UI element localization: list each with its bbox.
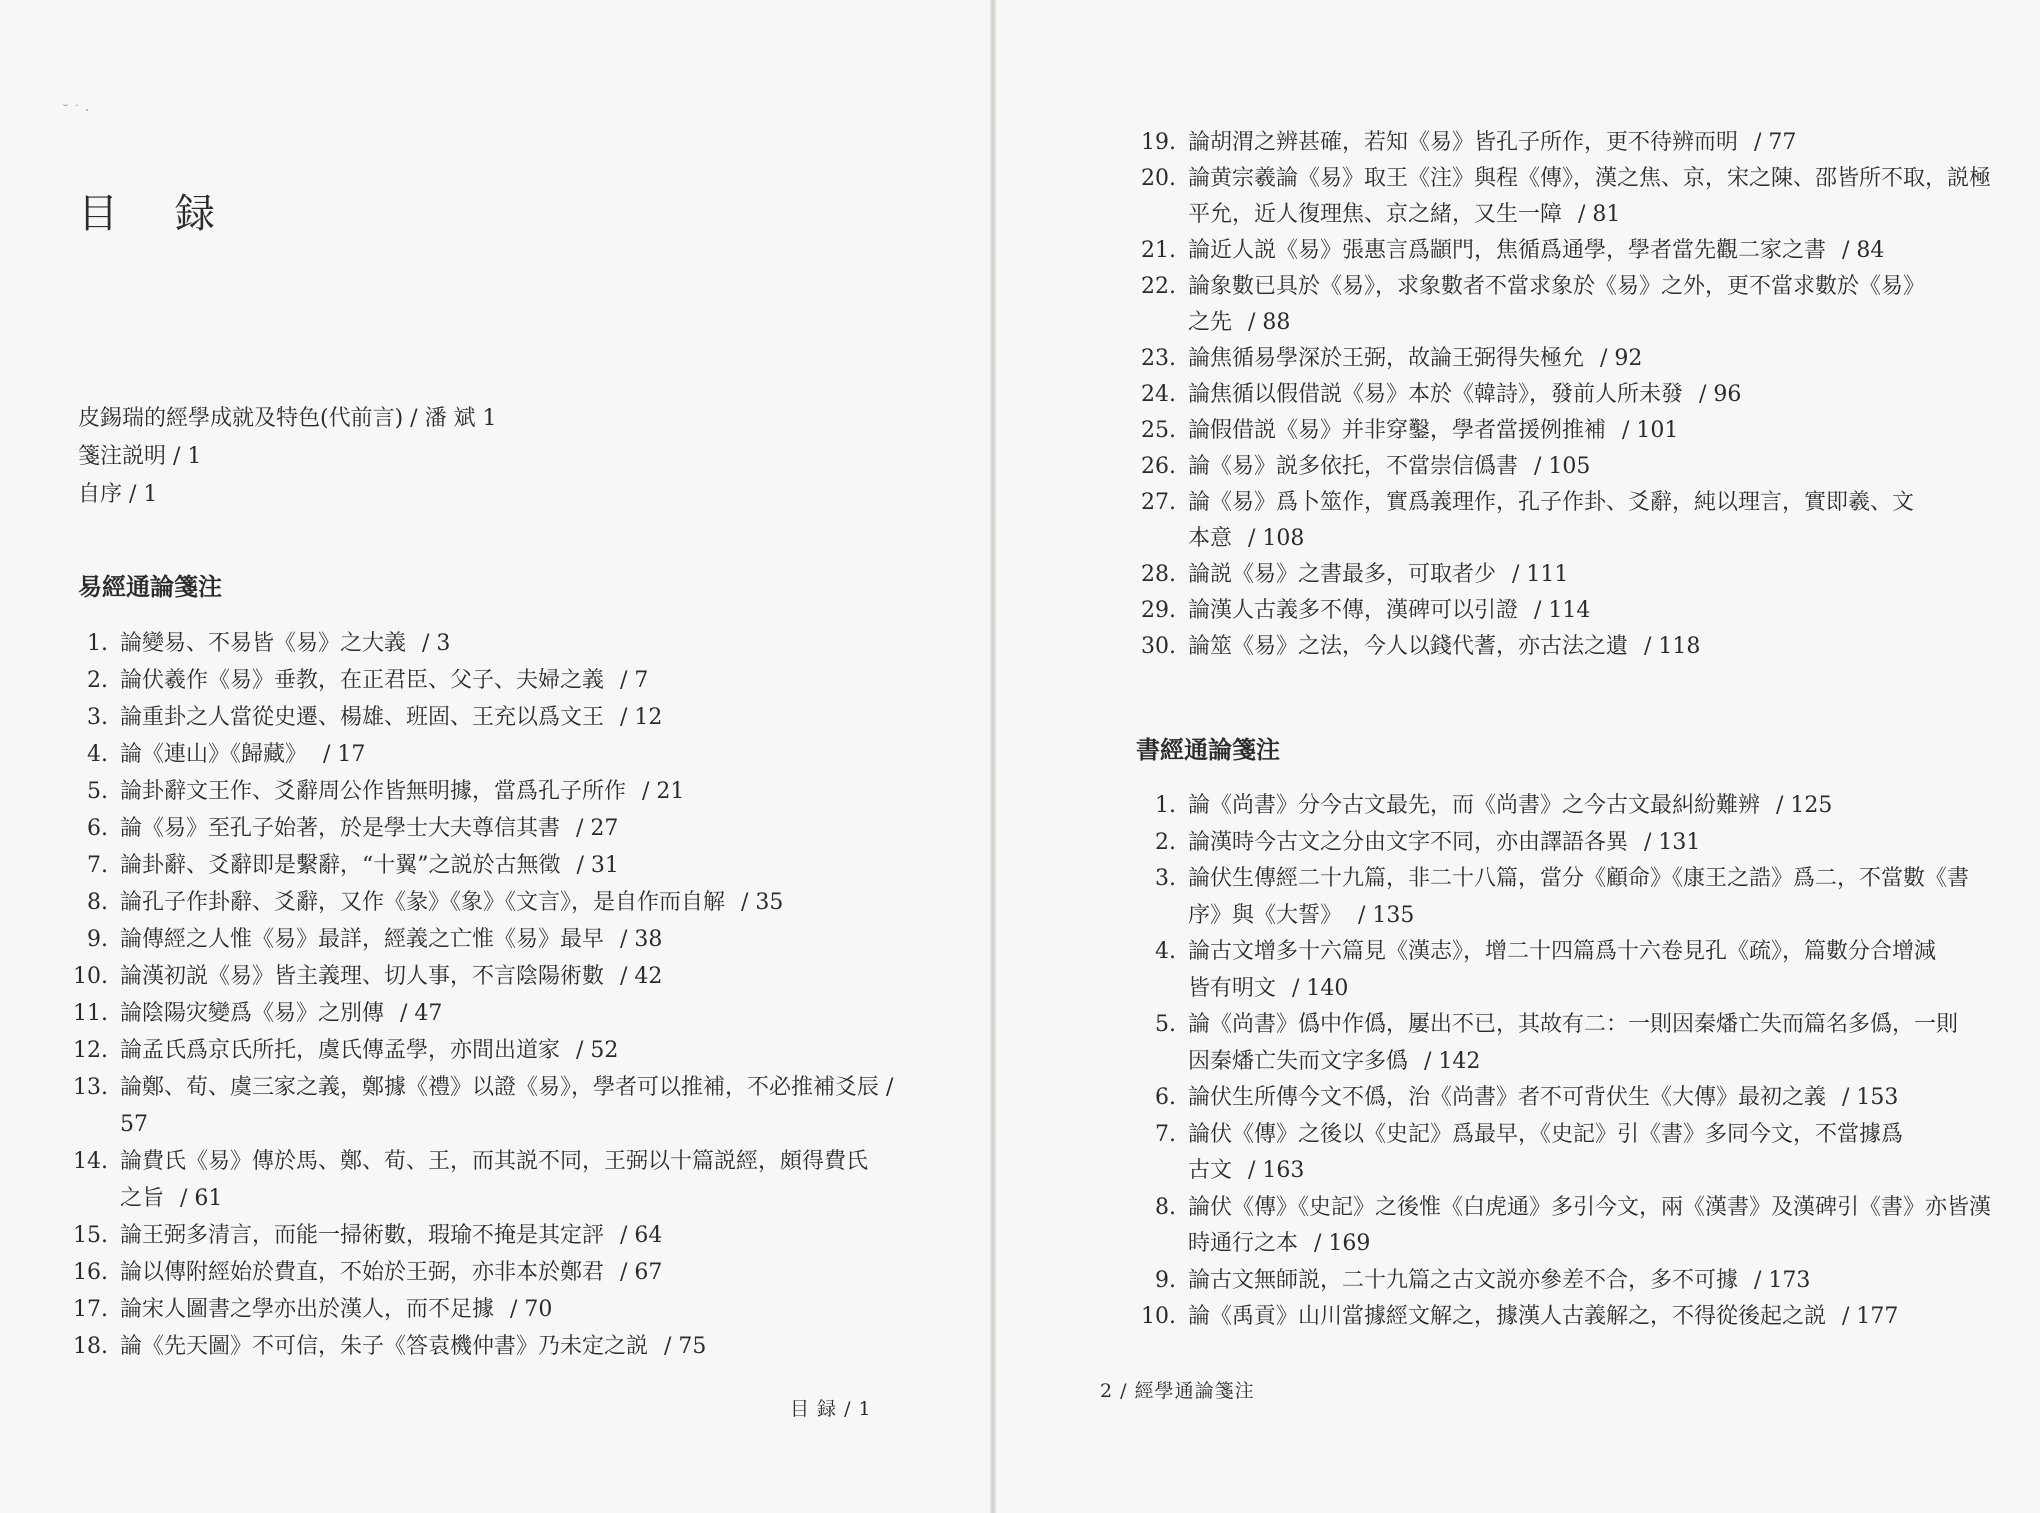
- toc-entry: [1132, 125, 1992, 161]
- page-title: 目 録: [78, 191, 237, 237]
- front-matter-item-preface: 皮錫瑞的經學成就及特色(代前言) / 潘 斌 1: [78, 406, 497, 431]
- front-matter-item-author-preface: 自序 / 1: [78, 482, 158, 507]
- toc-entry-text: [120, 884, 964, 921]
- toc-entry-line: 論假借説《易》并非穿鑿，學者當援例推補 / 101: [1188, 418, 1679, 443]
- toc-entry-line: 論伏《傳》《史記》之後惟《白虎通》多引今文，兩《漢書》及漢碑引《書》亦皆漢: [1188, 1194, 1992, 1220]
- toc-entry-line: 之先 / 88: [1188, 310, 1291, 335]
- toc-entry-text: [1188, 449, 1992, 485]
- footer-right-page: 2 / 經學通論箋注: [1100, 1380, 1255, 1402]
- toc-entry-number: 22.: [1141, 274, 1176, 299]
- toc-entry: [64, 995, 964, 1032]
- toc-entry-number: 7.: [1155, 1121, 1176, 1147]
- toc-entry-text: [120, 1217, 964, 1254]
- toc-entry-text: [1188, 1080, 2012, 1117]
- toc-entry-number: 19.: [1141, 130, 1176, 155]
- toc-entry-page: / 61: [180, 1186, 223, 1211]
- toc-entry-text: [1188, 377, 1992, 413]
- toc-entry-page: / 111: [1512, 562, 1569, 587]
- toc-entry-number: 29.: [1141, 598, 1176, 623]
- toc-entry-line: 論胡渭之辨甚確，若知《易》皆孔子所作，更不待辨而明 / 77: [1188, 130, 1797, 155]
- toc-entry: [1132, 1263, 2012, 1300]
- toc-entry-number: 8.: [87, 890, 108, 915]
- toc-entry-number: 4.: [1155, 939, 1176, 964]
- toc-entry-text: [1188, 269, 1992, 341]
- toc-entry: [64, 1254, 964, 1291]
- toc-entry-number: 6.: [1155, 1085, 1176, 1110]
- toc-entry-page: / 42: [620, 964, 663, 989]
- toc-list-yijing: [64, 625, 964, 1365]
- toc-entry-number: 27.: [1141, 490, 1176, 515]
- toc-entry-line: 論《尚書》僞中作僞，屢出不已，其故有二：一則因秦燔亡失而篇名多僞，一則: [1188, 1012, 1959, 1037]
- toc-entry-text: [120, 1143, 964, 1217]
- toc-entry-page: / 177: [1842, 1304, 1899, 1329]
- toc-entry: [64, 1328, 964, 1365]
- toc-entry: [1132, 341, 1992, 377]
- toc-entry-number: 28.: [1141, 562, 1176, 587]
- toc-entry: [1132, 449, 1992, 485]
- toc-entry: [1132, 269, 1992, 341]
- toc-entry-page: / 67: [620, 1260, 663, 1285]
- front-matter: [78, 400, 497, 514]
- toc-entry-text: [120, 1254, 964, 1291]
- toc-entry-text: [1188, 861, 2012, 934]
- toc-entry-line: 論重卦之人當從史遷、楊雄、班固、王充以爲文王 / 12: [120, 705, 663, 730]
- toc-entry: [64, 1032, 964, 1069]
- toc-entry-line: 論《禹貢》山川當據經文解之，據漢人古義解之，不得從後起之説 / 177: [1188, 1304, 1899, 1329]
- toc-entry: [64, 921, 964, 958]
- toc-entry-text: [120, 625, 964, 662]
- toc-entry-line: 論王弼多清言，而能一掃術數，瑕瑜不掩是其定評 / 64: [120, 1223, 663, 1248]
- toc-entry: [1132, 485, 1992, 557]
- toc-entry-page: / 64: [620, 1223, 663, 1248]
- toc-entry-line: 論伏生所傳今文不僞，治《尚書》者不可背伏生《大傳》最初之義 / 153: [1188, 1085, 1899, 1110]
- toc-entry-page: / 92: [1600, 346, 1643, 371]
- toc-entry: [64, 736, 964, 773]
- toc-entry: [64, 1291, 964, 1328]
- toc-entry-line: 序》與《大誓》 / 135: [1188, 902, 1415, 928]
- toc-entry-line: 論象數已具於《易》，求象數者不當求象於《易》之外，更不當求數於《易》: [1188, 274, 1926, 299]
- toc-entry-number: 20.: [1141, 166, 1176, 191]
- toc-entry-text: [1188, 233, 1992, 269]
- toc-entry: [1132, 825, 2012, 862]
- toc-entry-line: 論《連山》《歸藏》 / 17: [120, 742, 366, 767]
- toc-entry-line: 論漢時今古文之分由文字不同，亦由譯語各異 / 131: [1188, 829, 1701, 855]
- toc-entry-number: 25.: [1141, 418, 1176, 443]
- toc-entry-line: 論陰陽灾變爲《易》之別傳 / 47: [120, 1001, 443, 1026]
- toc-entry-page: / 169: [1314, 1231, 1371, 1256]
- toc-entry: [1132, 593, 1992, 629]
- toc-entry-line: 論卦辭文王作、爻辭周公作皆無明據，當爲孔子所作 / 21: [120, 779, 685, 804]
- toc-entry: [64, 847, 964, 884]
- toc-entry: [1132, 1299, 2012, 1336]
- toc-entry-page: / 125: [1776, 793, 1833, 818]
- toc-entry-number: 2.: [1155, 829, 1176, 855]
- toc-entry-page: / 118: [1644, 634, 1701, 659]
- toc-entry-page: / 77: [1754, 130, 1797, 155]
- toc-entry-line: 論説《易》之書最多，可取者少 / 111: [1188, 562, 1569, 587]
- toc-entry-text: [1188, 1190, 2012, 1263]
- toc-entry-text: [1188, 593, 1992, 629]
- toc-entry-text: [1188, 161, 1992, 233]
- toc-entry: [64, 810, 964, 847]
- toc-entry-line: 論費氏《易》傳於馬、鄭、荀、王，而其説不同，王弼以十篇説經，頗得費氏: [120, 1149, 869, 1174]
- toc-entry-number: 13.: [73, 1075, 108, 1100]
- toc-entry-text: [120, 810, 964, 847]
- toc-entry-number: 1.: [1155, 793, 1176, 818]
- toc-list-shujing: [1132, 788, 2012, 1336]
- toc-entry-text: [1188, 1117, 2012, 1190]
- toc-entry-number: 23.: [1141, 346, 1176, 371]
- toc-entry-number: 5.: [87, 779, 108, 804]
- toc-entry-page: / 173: [1754, 1267, 1811, 1293]
- toc-entry-text: [120, 921, 964, 958]
- toc-entry-line: 論《尚書》分今古文最先，而《尚書》之今古文最糾紛難辨 / 125: [1188, 793, 1833, 818]
- toc-entry: [1132, 629, 1992, 665]
- toc-entry: [1132, 557, 1992, 593]
- toc-entry-number: 30.: [1141, 634, 1176, 659]
- toc-entry-number: 21.: [1141, 238, 1176, 263]
- toc-entry-page: / 140: [1292, 975, 1349, 1001]
- toc-entry-line: 論卦辭、爻辭即是繫辭，“十翼”之説於古無徵 / 31: [120, 853, 619, 878]
- toc-entry-page: / 81: [1578, 202, 1621, 227]
- footer-left-page: 目 録 / 1: [790, 1398, 872, 1420]
- toc-entry-line: 論筮《易》之法，今人以錢代蓍，亦古法之遺 / 118: [1188, 634, 1701, 659]
- toc-entry-line: 論古文無師説，二十九篇之古文説亦參差不合，多不可據 / 173: [1188, 1267, 1811, 1293]
- toc-entry-line: 皆有明文 / 140: [1188, 975, 1349, 1001]
- toc-entry: [64, 1143, 964, 1217]
- toc-entry-number: 5.: [1155, 1012, 1176, 1037]
- toc-entry-line: 本意 / 108: [1188, 526, 1305, 551]
- toc-entry-line: 因秦燔亡失而文字多僞 / 142: [1188, 1048, 1481, 1074]
- toc-entry: [1132, 1117, 2012, 1190]
- toc-entry-text: [1188, 1263, 2012, 1300]
- toc-entry-number: 8.: [1155, 1194, 1176, 1220]
- toc-entry: [64, 958, 964, 995]
- toc-entry: [1132, 413, 1992, 449]
- toc-entry: [64, 773, 964, 810]
- toc-entry-page: / 105: [1534, 454, 1591, 479]
- toc-entry-number: 3.: [87, 705, 108, 730]
- toc-entry-page: / 142: [1424, 1048, 1481, 1074]
- toc-entry-text: [1188, 557, 1992, 593]
- toc-entry-page: / 131: [1644, 829, 1701, 855]
- toc-entry-line: 論漢人古義多不傳，漢碑可以引證 / 114: [1188, 598, 1591, 623]
- toc-entry-number: 1.: [87, 631, 108, 656]
- toc-entry-line: 時通行之本 / 169: [1188, 1231, 1371, 1256]
- toc-entry: [1132, 1190, 2012, 1263]
- toc-entry-line: 論黄宗羲論《易》取王《注》與程《傳》，漢之焦、京，宋之陳、邵皆所不取，説極: [1188, 166, 1992, 191]
- toc-entry: [1132, 1080, 2012, 1117]
- toc-entry-page: / 101: [1622, 418, 1679, 443]
- toc-entry-number: 4.: [87, 742, 108, 767]
- toc-entry: [64, 625, 964, 662]
- toc-entry-page: / 21: [642, 779, 685, 804]
- toc-entry-page: 57: [120, 1112, 148, 1137]
- toc-entry-line: 論伏生傳經二十九篇，非二十八篇，當分《顧命》《康王之誥》爲二，不當數《書: [1188, 866, 1970, 891]
- toc-entry-page: / 88: [1248, 310, 1291, 335]
- toc-entry-page: / 75: [664, 1334, 707, 1359]
- toc-entry-line: 論焦循易學深於王弼，故論王弼得失極允 / 92: [1188, 346, 1643, 371]
- toc-entry-line: 論孟氏爲京氏所托，虞氏傳孟學，亦間出道家 / 52: [120, 1038, 619, 1063]
- toc-entry-page: / 35: [741, 890, 784, 915]
- toc-entry: [64, 884, 964, 921]
- toc-entry-text: [120, 995, 964, 1032]
- toc-entry-text: [1188, 629, 1992, 665]
- section-title-shujing: 書經通論箋注: [1136, 735, 1280, 764]
- toc-entry-line: 論《先天圖》不可信，朱子《答袁機仲書》乃未定之説 / 75: [120, 1334, 707, 1359]
- toc-entry-line: 之旨 / 61: [120, 1186, 223, 1211]
- front-matter-item-notes: 箋注説明 / 1: [78, 444, 202, 469]
- toc-entry-number: 15.: [73, 1223, 108, 1248]
- toc-entry: [1132, 161, 1992, 233]
- toc-entry-text: [1188, 413, 1992, 449]
- toc-entry-line: 古文 / 163: [1188, 1158, 1305, 1183]
- toc-entry-line: 論孔子作卦辭、爻辭，又作《彖》《象》《文言》，是自作而自解 / 35: [120, 890, 784, 915]
- toc-entry-line: 論《易》爲卜筮作，實爲義理作，孔子作卦、爻辭，純以理言，實即羲、文: [1188, 490, 1915, 515]
- toc-entry-number: 26.: [1141, 454, 1176, 479]
- toc-entry-text: [120, 662, 964, 699]
- toc-entry-text: [120, 773, 964, 810]
- toc-entry-text: [1188, 1007, 2012, 1080]
- toc-entry-number: 6.: [87, 816, 108, 841]
- toc-entry-number: 17.: [73, 1297, 108, 1322]
- toc-entry-text: [120, 1069, 964, 1143]
- toc-entry: [1132, 233, 1992, 269]
- toc-entry: [1132, 934, 2012, 1007]
- toc-entry-number: 7.: [87, 853, 108, 878]
- toc-entry-text: [120, 1291, 964, 1328]
- toc-entry-number: 9.: [87, 927, 108, 952]
- toc-entry-text: [120, 1328, 964, 1365]
- toc-entry-line: 論漢初説《易》皆主義理、切人事，不言陰陽術數 / 42: [120, 964, 663, 989]
- toc-entry-number: 10.: [73, 964, 108, 989]
- toc-entry-number: 24.: [1141, 382, 1176, 407]
- toc-entry-page: / 135: [1358, 902, 1415, 928]
- toc-entry-number: 14.: [73, 1149, 108, 1174]
- toc-list-yijing-continued: [1132, 125, 1992, 665]
- toc-entry: [64, 1217, 964, 1254]
- toc-entry: [64, 662, 964, 699]
- toc-entry-line: 論伏《傳》之後以《史記》爲最早，《史記》引《書》多同今文，不當據爲: [1188, 1121, 1904, 1147]
- toc-entry-page: / 38: [620, 927, 663, 952]
- toc-entry-page: / 163: [1248, 1158, 1305, 1183]
- toc-entry: [1132, 788, 2012, 825]
- toc-entry-line: 論以傳附經始於費直，不始於王弼，亦非本於鄭君 / 67: [120, 1260, 663, 1285]
- toc-entry-text: [1188, 1299, 2012, 1336]
- toc-entry-number: 11.: [73, 1001, 108, 1026]
- toc-entry-page: / 12: [620, 705, 663, 730]
- scan-speck: ˘ ˙ ·: [62, 103, 90, 119]
- toc-entry-text: [1188, 341, 1992, 377]
- toc-entry-line: 論傳經之人惟《易》最詳，經義之亡惟《易》最早 / 38: [120, 927, 663, 952]
- toc-entry-page: / 70: [510, 1297, 553, 1322]
- toc-entry: [64, 699, 964, 736]
- toc-entry-number: 3.: [1155, 866, 1176, 891]
- toc-entry-page: / 17: [323, 742, 366, 767]
- toc-entry-text: [120, 736, 964, 773]
- toc-entry-number: 12.: [73, 1038, 108, 1063]
- toc-entry-page: / 108: [1248, 526, 1305, 551]
- toc-entry-page: / 7: [620, 668, 649, 693]
- toc-entry-text: [120, 1032, 964, 1069]
- toc-entry-text: [1188, 934, 2012, 1007]
- toc-entry-line: 論伏羲作《易》垂教，在正君臣、父子、夫婦之義 / 7: [120, 668, 649, 693]
- toc-entry-line: 論焦循以假借説《易》本於《韓詩》，發前人所未發 / 96: [1188, 382, 1742, 407]
- toc-entry-line: 論近人説《易》張惠言爲顓門，焦循爲通學，學者當先觀二家之書 / 84: [1188, 238, 1885, 263]
- toc-entry: [1132, 377, 1992, 413]
- toc-entry: [1132, 861, 2012, 934]
- toc-entry-line: 論《易》説多依托，不當崇信僞書 / 105: [1188, 454, 1591, 479]
- toc-entry-line: 平允，近人復理焦、京之緒，又生一障 / 81: [1188, 202, 1621, 227]
- toc-entry-page: / 47: [400, 1001, 443, 1026]
- toc-entry-text: [120, 847, 964, 884]
- toc-entry-line: [120, 1106, 964, 1143]
- toc-entry-line: 論《易》至孔子始著，於是學士大夫尊信其書 / 27: [120, 816, 619, 841]
- toc-entry-page: / 153: [1842, 1085, 1899, 1110]
- toc-entry-text: [120, 958, 964, 995]
- toc-entry-page: / 52: [576, 1038, 619, 1063]
- toc-entry-page: / 96: [1699, 382, 1742, 407]
- toc-entry-page: / 27: [576, 816, 619, 841]
- toc-entry-text: [1188, 825, 2012, 862]
- toc-entry-number: 2.: [87, 668, 108, 693]
- toc-entry-page: / 31: [576, 853, 619, 878]
- toc-entry-line: 論古文增多十六篇見《漢志》，增二十四篇爲十六卷見孔《疏》，篇數分合增減: [1188, 939, 1937, 964]
- toc-entry-page: / 84: [1842, 238, 1885, 263]
- toc-entry-line: 論變易、不易皆《易》之大義 / 3: [120, 631, 451, 656]
- toc-entry-page: / 3: [422, 631, 451, 656]
- section-title-yijing: 易經通論箋注: [78, 572, 222, 601]
- toc-entry-line: 論鄭、荀、虞三家之義，鄭據《禮》以證《易》，學者可以推補，不必推補爻辰 /: [120, 1075, 894, 1100]
- toc-entry-page: / 114: [1534, 598, 1591, 623]
- toc-entry-number: 16.: [73, 1260, 108, 1285]
- toc-entry-text: [1188, 485, 1992, 557]
- toc-entry-line: 論宋人圖書之學亦出於漢人，而不足據 / 70: [120, 1297, 553, 1322]
- toc-entry: [64, 1069, 964, 1143]
- toc-entry: [1132, 1007, 2012, 1080]
- toc-entry-text: [120, 699, 964, 736]
- toc-entry-number: 10.: [1141, 1304, 1176, 1329]
- toc-entry-text: [1188, 125, 1992, 161]
- toc-entry-number: 9.: [1155, 1267, 1176, 1293]
- toc-entry-number: 18.: [73, 1334, 108, 1359]
- toc-entry-text: [1188, 788, 2012, 825]
